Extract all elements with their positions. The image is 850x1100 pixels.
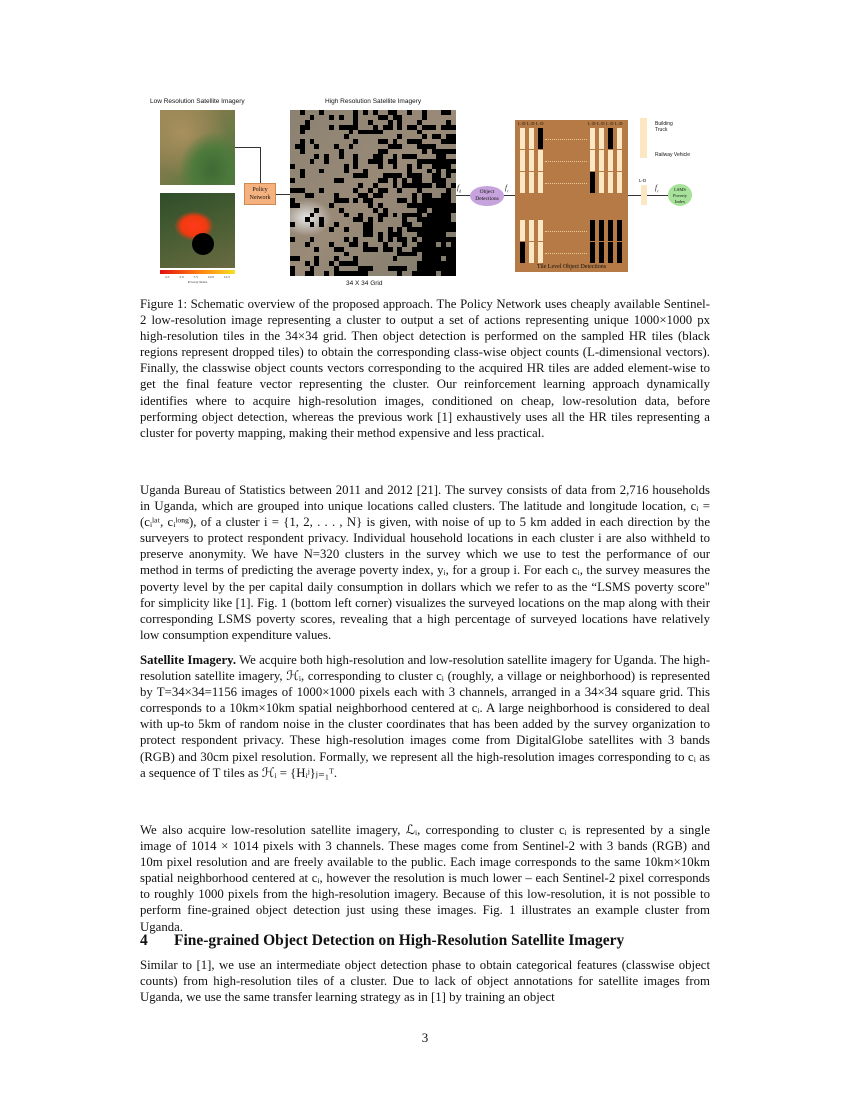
colorbar-ticks — [160, 275, 235, 279]
detection-vector — [538, 172, 543, 193]
ellipsis-dots — [545, 139, 587, 140]
arrow — [235, 147, 260, 148]
grid-label: 34 X 34 Grid — [346, 280, 383, 287]
detection-vector — [590, 128, 595, 149]
detection-vector — [590, 150, 595, 171]
detection-vector — [608, 220, 613, 241]
arrow — [628, 195, 641, 196]
detection-vector — [590, 172, 595, 193]
figure-caption: Figure 1: Schematic overview of the proposed approach. The Policy Network uses cheaply available Sentinel-2 low-resolution image representing a cluster to output a set of actions representing unique 1000×1000 px high-resolution tiles in the 34×34 grid. Then object detection is performed on the sampled HR tiles (black regions represent dropped tiles) to obtain the corresponding class-wise object counts (L-dimensional vectors). Finally, the classwise object counts vectors corresponding to the acquired HR tiles are added element-wise to get the final feature vector representing the cluster. Our reinforcement learning approach dynamically identifies where to acquire high-resolution images, conditioned on cheap, low-resolution data, before performing object detection, whereas the previous work [1] exhaustively uses all the HR tiles representing a cluster for poverty mapping, making their method expensive and less practical. — [140, 297, 710, 440]
policy-network-box: Policy Network — [244, 183, 276, 205]
detection-vector — [590, 242, 595, 263]
fd-symbol: $f_d$ — [457, 184, 461, 194]
poverty-colorbar — [160, 270, 235, 274]
paragraph: We also acquire low-resolution satellite imagery, ℒᵢ, corresponding to cluster cᵢ is represented by a single image of 1014 × 1014 pixels with 3 channels. These mages come from Sentinel-2 with 3 bands (RGB) and 10m pixel resolution and are freely available to the public. Each image corresponds to the same 10km×10km spatial neighborhood centered at cᵢ, however the resolution is much lower – each Sentinel-2 pixel corresponds to roughly 1000 pixels from the high-resolution imagery. Because of this low-resolution, it is not possible to perform fine-grained object detection just using these images. Fig. 1 illustrates an example cluster from Uganda. — [140, 823, 710, 934]
detection-vector — [538, 150, 543, 171]
object-detections-node: Object Detections — [470, 186, 504, 206]
detection-vector — [608, 172, 613, 193]
detection-vector — [617, 220, 622, 241]
colorbar-tick: 7.5 — [193, 275, 198, 279]
low-res-satellite-image — [160, 110, 235, 185]
vector-header: L·D — [615, 121, 623, 126]
colorbar-tick: 10.0 — [207, 275, 214, 279]
detection-vector — [520, 220, 525, 241]
section-heading: 4 Fine-grained Object Detection on High-Resolution Satellite Imagery — [140, 932, 625, 949]
vector-header: L·D — [527, 121, 535, 126]
fr-symbol: $f_r$ — [505, 184, 509, 194]
detection-vector — [608, 150, 613, 171]
detection-vector — [520, 242, 525, 263]
high-res-label: High Resolution Satellite Imagery — [325, 98, 422, 105]
ellipsis-dots — [545, 231, 587, 232]
class-vector — [640, 118, 647, 158]
arrow — [260, 147, 261, 183]
arrow — [276, 194, 290, 195]
low-res-label: Low Resolution Satellite Imagery — [150, 98, 245, 105]
page-number: 3 — [421, 1030, 429, 1045]
detection-vector — [599, 150, 604, 171]
high-res-tile-grid — [290, 110, 456, 276]
vector-header: L·D — [588, 121, 596, 126]
detection-vector — [520, 150, 525, 171]
paragraph: Similar to [1], we use an intermediate object detection phase to obtain categorical features (classwise object counts) from high-resolution tiles of a cluster. Due to lack of object annotations for satellite images from Uganda, we use the same transfer learning strategy as in [1] by training an object — [140, 958, 710, 1005]
paragraph-satellite-imagery: Satellite Imagery. We acquire both high-resolution and low-resolution satellite imagery for Uganda. The high-resolution satellite imagery, ℋᵢ, corresponding to cluster cᵢ (roughly, a village or neighborhood) is represented by T=34×34=1156 images of 1000×1000 pixels each with 3 channels, arranged in a 34×34 square grid. This corresponds to a 10km×10km spatial neighborhood centered at cᵢ. A large neighborhood is considered to deal with up-to 5km of random noise in the cluster coordinates that has been added by the survey organization to protect respondent privacy. These high-resolution images come from DigitalGlobe satellites with 3 bands (RGB) and 30cm pixel resolution. Formally, we represent all the high-resolution images corresponding to cᵢ as a sequence of T tiles as ℋᵢ = {Hᵢʲ}ⱼ₌₁ᵀ. — [140, 653, 710, 780]
detection-vector — [617, 242, 622, 263]
detection-vector — [617, 172, 622, 193]
detection-vector — [599, 128, 604, 149]
vector-header: L·D — [536, 121, 544, 126]
detection-vector — [617, 150, 622, 171]
detection-vector — [599, 172, 604, 193]
vector-header: L·D — [518, 121, 526, 126]
class-label-top: Building Truck — [655, 121, 673, 133]
ellipsis-dots — [545, 253, 587, 254]
poverty-map-image — [160, 193, 235, 268]
hr-tile — [451, 271, 456, 276]
detection-vector — [529, 220, 534, 241]
detection-vector — [520, 128, 525, 149]
tile-panel-title: Tile Level Object Detections — [536, 264, 607, 270]
arrow — [456, 195, 470, 196]
colorbar-tick: 2.5 — [164, 275, 170, 279]
detection-vector — [599, 220, 604, 241]
detection-vector — [529, 242, 534, 263]
detection-vector — [538, 220, 543, 241]
detection-vector — [608, 128, 613, 149]
tile-level-detections-panel — [515, 120, 628, 272]
ellipsis-dots — [545, 183, 587, 184]
fr-symbol: $f_r$ — [655, 184, 659, 194]
detection-vector — [590, 220, 595, 241]
lsms-poverty-index-node: LSMS Poverty Index — [668, 184, 692, 206]
detection-vector — [529, 128, 534, 149]
detection-vector — [538, 242, 543, 263]
paragraph: Uganda Bureau of Statistics between 2011 and 2012 [21]. The survey consists of data from 2,716 households in Uganda, which are grouped into unique locations called clusters. The latitude and longitude location, cᵢ = (cᵢˡᵃᵗ, cᵢˡᵒⁿᵍ), of a cluster i = {1, 2, . . . , N} is given, with noise of up to 5 km added in each direction by the surveyers to protect respondent privacy. Individual household locations in each cluster i are also withheld to preserve anonymity. We have N=320 clusters in the survey which we use to test the performance of our method in terms of predicting the average poverty index, yᵢ, for a group i. For each cᵢ, the survey measures the poverty level by the per capital daily consumption in dollars which we refer to as the “LSMS poverty score" for simplicity like [1]. Fig. 1 (bottom left corner) visualizes the surveyed locations on the map along with their corresponding LSMS poverty scores, revealing that a high percentage of surveyed locations have relatively low consumption expenditure values. — [140, 483, 710, 642]
detection-vector — [538, 128, 543, 149]
ellipsis-dots — [545, 161, 587, 162]
detection-vector — [529, 172, 534, 193]
arrow — [647, 195, 668, 196]
arrow — [504, 195, 515, 196]
detection-vector — [608, 242, 613, 263]
detection-vector — [599, 242, 604, 263]
agg-vector-label: L-D — [639, 178, 647, 183]
colorbar-tick: 12.5 — [223, 275, 231, 279]
detection-vector — [617, 128, 622, 149]
paragraph-heading: Satellite Imagery. — [140, 653, 237, 667]
colorbar-title: Poverty Index — [187, 280, 208, 284]
colorbar-tick: 5.0 — [179, 275, 184, 279]
class-label-bottom: Railway Vehicle — [655, 152, 691, 158]
vector-header: L·D — [597, 121, 605, 126]
detection-vector — [520, 172, 525, 193]
detection-vector — [529, 150, 534, 171]
vector-header: L·D — [606, 121, 614, 126]
